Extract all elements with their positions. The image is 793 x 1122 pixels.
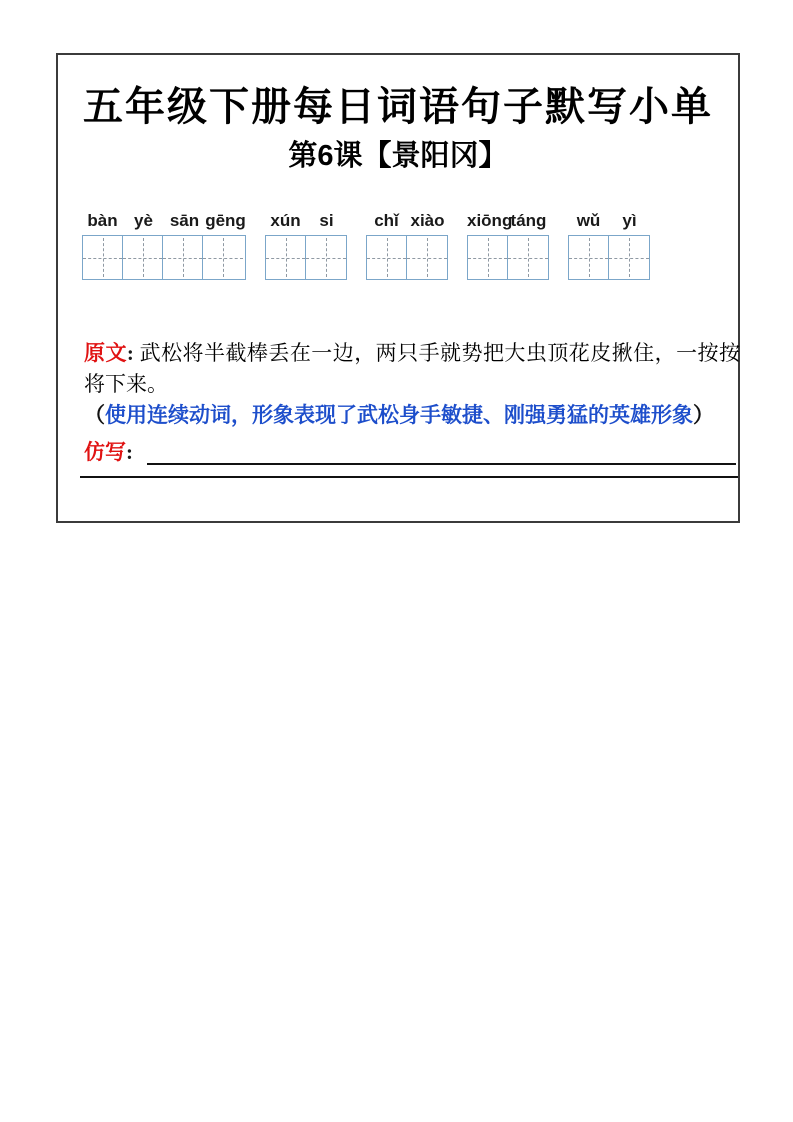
pinyin-syllable: chǐ (374, 211, 399, 230)
pinyin-syllable: táng (510, 211, 547, 230)
annotation-close-paren: ） (693, 403, 714, 427)
grid-cell (508, 236, 548, 279)
pinyin-syllable: yì (622, 211, 637, 230)
pinyin-label (467, 211, 549, 233)
word-group-xunsi (265, 211, 347, 280)
grid-cell (163, 236, 203, 279)
grid-cell (123, 236, 163, 279)
original-label: 原文 (84, 341, 127, 365)
annotation-open-paren: （ (84, 403, 105, 427)
lesson-subtitle: 第6课【景阳冈】 (288, 140, 508, 172)
page-title: 五年级下册每日词语句子默写小单 (83, 84, 713, 129)
imitation-label-colon: : (126, 440, 133, 464)
writing-grid (568, 235, 650, 280)
imitation-row (84, 439, 736, 465)
pinyin-syllable: bàn (87, 211, 118, 230)
grid-cell (468, 236, 508, 279)
writing-grid (366, 235, 448, 280)
grid-cell (367, 236, 407, 279)
writing-grid (265, 235, 347, 280)
pinyin-syllable: yè (134, 211, 153, 230)
original-sentence: 武松将半截棒丢在一边，两只手就势把大虫顶花皮揪住，一按按将下来。 (84, 341, 741, 396)
word-group-banyesangeng (82, 211, 246, 280)
pinyin-syllable: gēng (205, 211, 246, 230)
annotation-line (84, 400, 744, 430)
grid-cell (407, 236, 447, 279)
grid-cell (203, 236, 243, 279)
pinyin-label (82, 211, 246, 233)
imitation-blank-line-1 (147, 441, 736, 465)
grid-cell (266, 236, 306, 279)
pinyin-label (568, 211, 650, 233)
pinyin-grid-row (82, 211, 650, 280)
grid-cell (569, 236, 609, 279)
pinyin-syllable: sān (169, 211, 200, 230)
annotation-text: 使用连续动词，形象表现了武松身手敏捷、刚强勇猛的英雄形象 (105, 403, 693, 427)
grid-cell (306, 236, 346, 279)
original-text-paragraph (84, 338, 740, 400)
original-label-colon: : (126, 341, 134, 365)
imitation-blank-line-2 (80, 476, 738, 478)
pinyin-label (366, 211, 448, 233)
writing-grid (467, 235, 549, 280)
word-group-wuyi (568, 211, 650, 280)
pinyin-syllable: xiào (410, 211, 445, 230)
writing-grid (82, 235, 246, 280)
grid-cell (83, 236, 123, 279)
word-group-xiongtang (467, 211, 549, 280)
pinyin-syllable: xiōng (467, 211, 513, 230)
pinyin-syllable: si (319, 211, 334, 230)
word-group-chixiao (366, 211, 448, 280)
worksheet-border-box (56, 53, 740, 523)
pinyin-label (265, 211, 347, 233)
imitation-label: 仿写 (84, 440, 126, 464)
pinyin-syllable: xún (270, 211, 301, 230)
pinyin-syllable: wǔ (576, 211, 601, 230)
grid-cell (609, 236, 649, 279)
